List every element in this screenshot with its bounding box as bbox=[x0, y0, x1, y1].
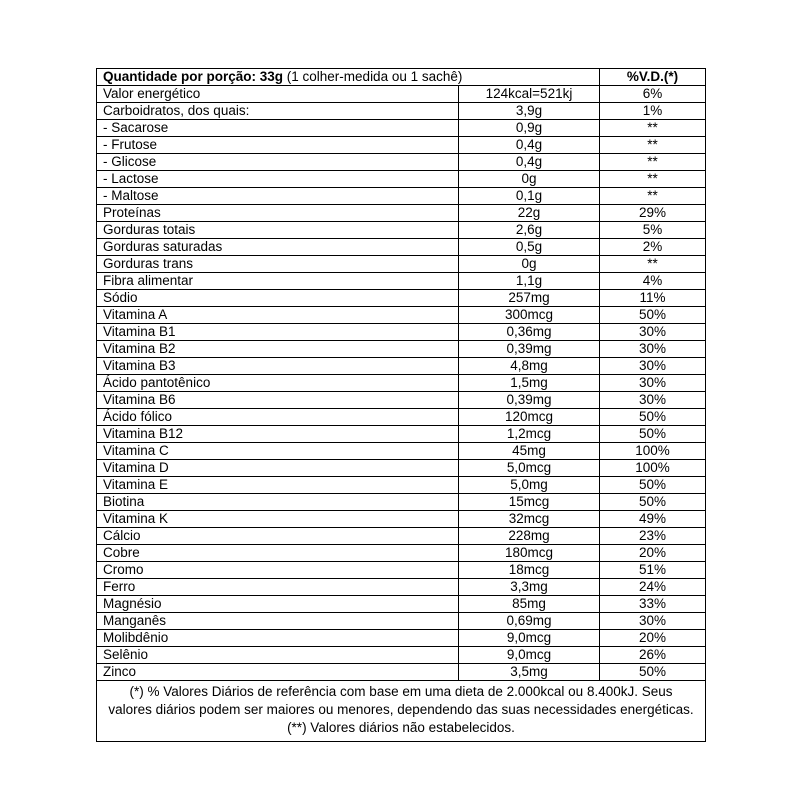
table-row bbox=[97, 630, 706, 647]
nutrient-daily-value: 50% bbox=[600, 409, 706, 426]
nutrient-quantity: 18mcg bbox=[459, 562, 600, 579]
table-row bbox=[97, 613, 706, 630]
nutrient-quantity: 9,0mcg bbox=[459, 647, 600, 664]
table-row bbox=[97, 511, 706, 528]
portion-size-label: Quantidade por porção: 33g bbox=[103, 69, 284, 84]
table-row bbox=[97, 137, 706, 154]
nutrient-quantity: 228mg bbox=[459, 528, 600, 545]
nutrient-quantity: 5,0mcg bbox=[459, 460, 600, 477]
nutrient-name: Proteínas bbox=[97, 205, 459, 222]
nutrient-quantity: 180mcg bbox=[459, 545, 600, 562]
table-row bbox=[97, 307, 706, 324]
nutrient-daily-value: ** bbox=[600, 188, 706, 205]
daily-value-header: %V.D.(*) bbox=[600, 69, 706, 86]
nutrient-quantity: 45mg bbox=[459, 443, 600, 460]
nutrient-daily-value: 50% bbox=[600, 426, 706, 443]
nutrient-name: Manganês bbox=[97, 613, 459, 630]
nutrient-daily-value: 23% bbox=[600, 528, 706, 545]
table-row bbox=[97, 205, 706, 222]
nutrient-quantity: 3,3mg bbox=[459, 579, 600, 596]
nutrient-daily-value: 29% bbox=[600, 205, 706, 222]
table-row bbox=[97, 290, 706, 307]
nutrient-quantity: 120mcg bbox=[459, 409, 600, 426]
table-row bbox=[97, 154, 706, 171]
table-row bbox=[97, 596, 706, 613]
nutrient-name: - Lactose bbox=[97, 171, 459, 188]
nutrient-quantity: 1,1g bbox=[459, 273, 600, 290]
nutrient-name: Vitamina B3 bbox=[97, 358, 459, 375]
footnote-row bbox=[97, 681, 706, 742]
table-row bbox=[97, 256, 706, 273]
nutrient-name: Cobre bbox=[97, 545, 459, 562]
nutrient-name: Carboidratos, dos quais: bbox=[97, 103, 459, 120]
nutrient-daily-value: 30% bbox=[600, 324, 706, 341]
table-row bbox=[97, 103, 706, 120]
nutrient-daily-value: 30% bbox=[600, 392, 706, 409]
nutrient-quantity: 0,9g bbox=[459, 120, 600, 137]
nutrient-quantity: 5,0mg bbox=[459, 477, 600, 494]
table-row bbox=[97, 647, 706, 664]
nutrient-daily-value: ** bbox=[600, 154, 706, 171]
nutrient-quantity: 0,36mg bbox=[459, 324, 600, 341]
nutrient-daily-value: 50% bbox=[600, 494, 706, 511]
nutrient-name: Zinco bbox=[97, 664, 459, 681]
nutrient-quantity: 1,2mcg bbox=[459, 426, 600, 443]
nutrient-quantity: 300mcg bbox=[459, 307, 600, 324]
nutrient-quantity: 0,39mg bbox=[459, 392, 600, 409]
nutrient-quantity: 4,8mg bbox=[459, 358, 600, 375]
nutrient-name: - Glicose bbox=[97, 154, 459, 171]
nutrient-daily-value: 24% bbox=[600, 579, 706, 596]
nutrient-daily-value: ** bbox=[600, 171, 706, 188]
nutrient-name: Cálcio bbox=[97, 528, 459, 545]
nutrient-name: Molibdênio bbox=[97, 630, 459, 647]
table-row bbox=[97, 494, 706, 511]
table-row bbox=[97, 443, 706, 460]
nutrient-daily-value: 30% bbox=[600, 341, 706, 358]
nutrient-quantity: 0g bbox=[459, 171, 600, 188]
nutrient-quantity: 85mg bbox=[459, 596, 600, 613]
table-row bbox=[97, 562, 706, 579]
nutrient-name: Magnésio bbox=[97, 596, 459, 613]
nutrient-quantity: 0,4g bbox=[459, 137, 600, 154]
table-row bbox=[97, 171, 706, 188]
nutrient-quantity: 22g bbox=[459, 205, 600, 222]
nutrient-name: - Frutose bbox=[97, 137, 459, 154]
nutrient-quantity: 0g bbox=[459, 256, 600, 273]
nutrient-quantity: 15mcg bbox=[459, 494, 600, 511]
nutrient-quantity: 32mcg bbox=[459, 511, 600, 528]
nutrient-name: Vitamina A bbox=[97, 307, 459, 324]
nutrient-quantity: 3,9g bbox=[459, 103, 600, 120]
nutrient-name: Ácido fólico bbox=[97, 409, 459, 426]
nutrient-quantity: 0,39mg bbox=[459, 341, 600, 358]
nutrient-quantity: 9,0mcg bbox=[459, 630, 600, 647]
nutrient-rows bbox=[97, 86, 706, 681]
table-row bbox=[97, 222, 706, 239]
table-row bbox=[97, 545, 706, 562]
table-row bbox=[97, 120, 706, 137]
nutrient-name: Gorduras saturadas bbox=[97, 239, 459, 256]
nutrient-daily-value: 20% bbox=[600, 630, 706, 647]
nutrient-name: Ferro bbox=[97, 579, 459, 596]
footnote-text: (*) % Valores Diários de referência com base em uma dieta de 2.000kcal ou 8.400kJ. Seus valores diários podem ser maiores ou menores, dependendo das suas necessidades energéticas. (**) Valores diários não estabelecidos. bbox=[97, 681, 706, 742]
nutrient-daily-value: 33% bbox=[600, 596, 706, 613]
table-row bbox=[97, 375, 706, 392]
table-row bbox=[97, 664, 706, 681]
nutrient-daily-value: 1% bbox=[600, 103, 706, 120]
nutrient-name: Valor energético bbox=[97, 86, 459, 103]
nutrient-name: Gorduras totais bbox=[97, 222, 459, 239]
nutrient-daily-value: ** bbox=[600, 120, 706, 137]
table-row bbox=[97, 528, 706, 545]
table-row bbox=[97, 460, 706, 477]
nutrient-name: - Sacarose bbox=[97, 120, 459, 137]
nutrient-daily-value: 49% bbox=[600, 511, 706, 528]
table-row bbox=[97, 239, 706, 256]
nutrient-quantity: 124kcal=521kj bbox=[459, 86, 600, 103]
nutrient-daily-value: 50% bbox=[600, 307, 706, 324]
nutrient-name: Vitamina K bbox=[97, 511, 459, 528]
nutrient-name: Fibra alimentar bbox=[97, 273, 459, 290]
nutrient-daily-value: 2% bbox=[600, 239, 706, 256]
table-row bbox=[97, 341, 706, 358]
table-row bbox=[97, 188, 706, 205]
nutrient-quantity: 3,5mg bbox=[459, 664, 600, 681]
nutrient-name: Vitamina C bbox=[97, 443, 459, 460]
table-row bbox=[97, 273, 706, 290]
nutrient-daily-value: ** bbox=[600, 137, 706, 154]
nutrient-daily-value: ** bbox=[600, 256, 706, 273]
table-row bbox=[97, 358, 706, 375]
table-row bbox=[97, 477, 706, 494]
nutrition-facts-table bbox=[96, 68, 706, 742]
header-row bbox=[97, 69, 706, 86]
nutrient-name: Vitamina B1 bbox=[97, 324, 459, 341]
portion-description: (1 colher-medida ou 1 sachê) bbox=[283, 69, 463, 84]
nutrient-daily-value: 11% bbox=[600, 290, 706, 307]
nutrient-name: Gorduras trans bbox=[97, 256, 459, 273]
nutrient-name: Cromo bbox=[97, 562, 459, 579]
nutrient-daily-value: 100% bbox=[600, 460, 706, 477]
nutrient-daily-value: 30% bbox=[600, 613, 706, 630]
nutrient-name: Vitamina D bbox=[97, 460, 459, 477]
nutrient-daily-value: 5% bbox=[600, 222, 706, 239]
nutrient-quantity: 0,5g bbox=[459, 239, 600, 256]
portion-header bbox=[97, 69, 600, 86]
nutrient-name: Vitamina B6 bbox=[97, 392, 459, 409]
nutrient-quantity: 2,6g bbox=[459, 222, 600, 239]
nutrient-name: Vitamina B12 bbox=[97, 426, 459, 443]
nutrient-quantity: 0,1g bbox=[459, 188, 600, 205]
nutrient-name: Biotina bbox=[97, 494, 459, 511]
nutrient-name: - Maltose bbox=[97, 188, 459, 205]
nutrient-daily-value: 30% bbox=[600, 358, 706, 375]
nutrient-daily-value: 51% bbox=[600, 562, 706, 579]
nutrient-daily-value: 20% bbox=[600, 545, 706, 562]
table-row bbox=[97, 409, 706, 426]
nutrient-name: Selênio bbox=[97, 647, 459, 664]
nutrient-daily-value: 50% bbox=[600, 477, 706, 494]
nutrient-quantity: 0,69mg bbox=[459, 613, 600, 630]
table-row bbox=[97, 324, 706, 341]
nutrient-name: Ácido pantotênico bbox=[97, 375, 459, 392]
nutrient-quantity: 1,5mg bbox=[459, 375, 600, 392]
nutrient-daily-value: 50% bbox=[600, 664, 706, 681]
nutrient-quantity: 0,4g bbox=[459, 154, 600, 171]
nutrient-name: Vitamina E bbox=[97, 477, 459, 494]
table-row bbox=[97, 579, 706, 596]
nutrient-daily-value: 30% bbox=[600, 375, 706, 392]
nutrient-daily-value: 6% bbox=[600, 86, 706, 103]
table-row bbox=[97, 426, 706, 443]
nutrient-quantity: 257mg bbox=[459, 290, 600, 307]
table-row bbox=[97, 86, 706, 103]
nutrient-name: Sódio bbox=[97, 290, 459, 307]
nutrient-daily-value: 100% bbox=[600, 443, 706, 460]
nutrient-daily-value: 4% bbox=[600, 273, 706, 290]
table-row bbox=[97, 392, 706, 409]
nutrient-name: Vitamina B2 bbox=[97, 341, 459, 358]
nutrient-daily-value: 26% bbox=[600, 647, 706, 664]
